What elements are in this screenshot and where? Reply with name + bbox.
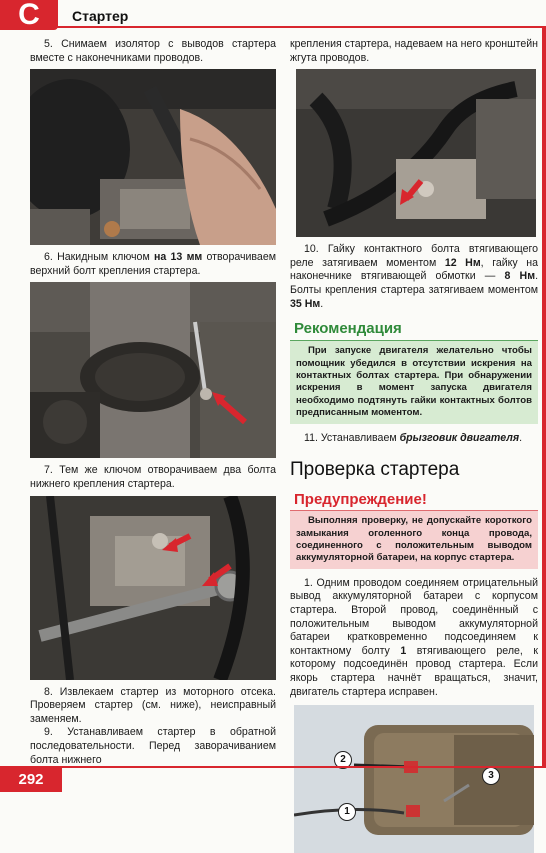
warning-text: Выполняя проверку, не допускайте короткого замыкания оголенного конца провода, соединенного с положительным выводом аккумуляторной батареи, на корпус стартера.	[290, 511, 538, 569]
left-column	[30, 38, 276, 767]
photo-starter-test	[294, 705, 534, 853]
chapter-tab: C	[0, 0, 58, 30]
step-10-text: 10. Гайку контактного болта втягивающего реле затягиваем моментом 12 Нм, гайку на наконечнике втягивающей обмотки — 8 Нм. Болты крепления стартера затягиваем моментом 35 Нм.	[290, 243, 539, 310]
photo-insulator-removal	[30, 69, 276, 245]
callout-2: 2	[334, 751, 352, 769]
step-8-text: 8. Извлекаем стартер из моторного отсека. Проверяем стартер (см. ниже), неисправный заменяем.	[30, 685, 276, 725]
step-11-text: 11. Устанавливаем брызговик двигателя.	[304, 431, 523, 444]
step-7-text: 7. Тем же ключом отворачиваем два болта нижнего крепления стартера.	[30, 464, 276, 490]
photo-lower-bolts	[30, 496, 276, 680]
step-9-text: 9. Устанавливаем стартер в обратной последовательности. Перед заворачиванием болта нижнего	[30, 726, 276, 766]
step-6-text: 6. Накидным ключом на 13 мм отворачиваем верхний болт крепления стартера.	[30, 251, 277, 277]
recommendation-title: Рекомендация	[290, 317, 538, 341]
page-number: 292	[0, 768, 62, 792]
section-title: Проверка стартера	[290, 459, 460, 481]
photo-wire-bracket	[296, 69, 536, 237]
check-step-1-text: 1. Одним проводом соединяем отрицательный вывод аккумуляторной батареи с корпусом стартера. Второй провод, соединённый с положительным выводом аккумуляторной батареи кратковременно подсоединяем к контактному болту 1 втягивающего реле, к которому подсоединён провод стартера. Если якорь стартера начнёт вращаться, значит, двигатель стартера исправен.	[290, 576, 538, 698]
footer-rule	[0, 766, 546, 768]
edge-stripe	[542, 26, 546, 766]
callout-1: 1	[338, 803, 356, 821]
step-5-text: 5. Снимаем изолятор с выводов стартера вместе с наконечниками проводов.	[30, 38, 276, 64]
warning-title: Предупреждение!	[290, 489, 538, 511]
chapter-title: Стартер	[72, 8, 129, 24]
callout-3: 3	[482, 767, 500, 785]
photo-upper-bolt	[30, 282, 276, 458]
recommendation-text: При запуске двигателя желательно чтобы помощник убедился в отсутствии искрения на контактных болтах стартера. При обнаружении искрения в момент запуска двигателя необходимо подтянуть гайки контактных болтов предписанным моментом.	[290, 341, 538, 423]
continuation-text: крепления стартера, надеваем на него кронштейн жгута проводов.	[290, 38, 538, 64]
right-column	[290, 38, 538, 853]
recommendation-block	[290, 317, 538, 423]
warning-block	[290, 489, 538, 569]
